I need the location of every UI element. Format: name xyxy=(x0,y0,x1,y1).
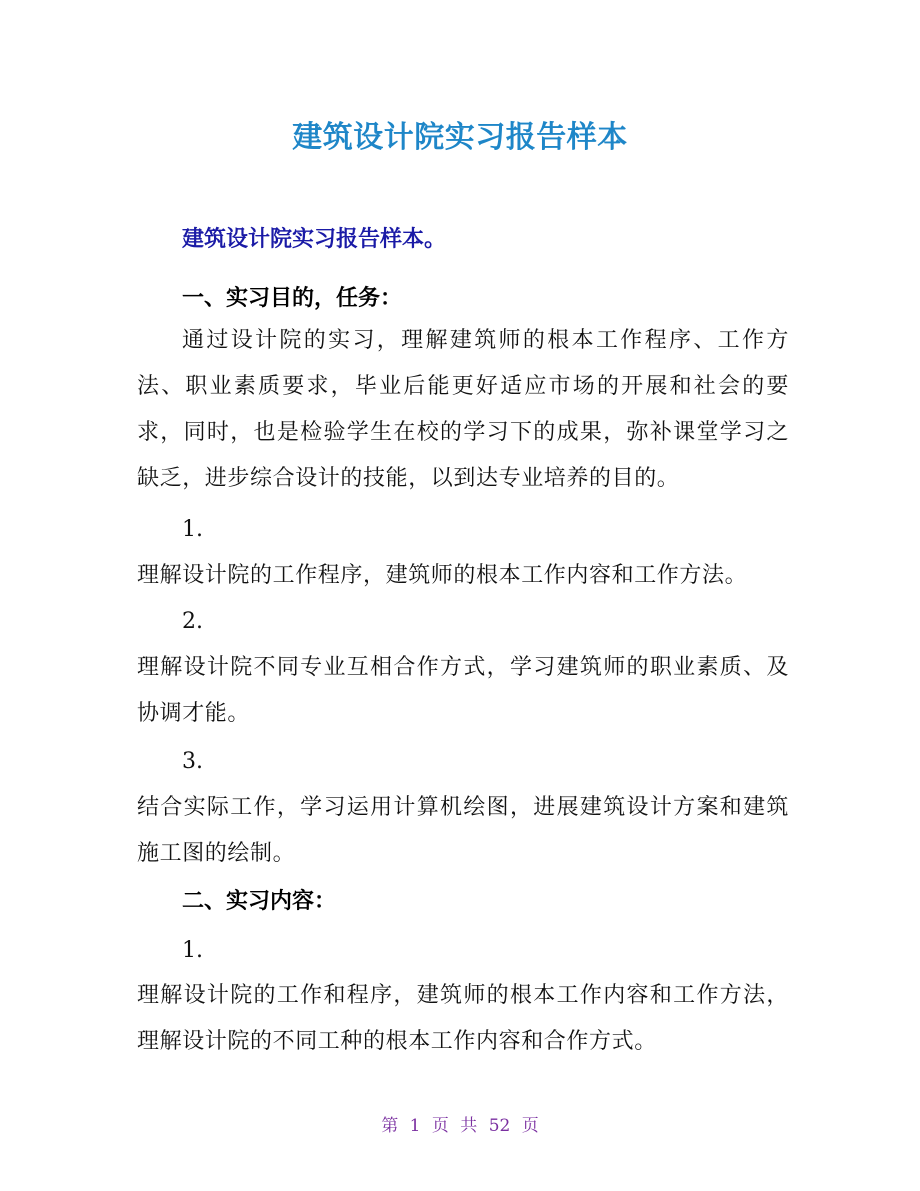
list-number-1: 1. xyxy=(182,517,203,542)
list-item-s2-1-text: 理解设计院的工作和程序，建筑师的根本工作内容和工作方法，理解设计院的不同工种的根本工作内容和合作方式。 xyxy=(137,983,789,1054)
list-item-2-text: 理解设计院不同专业互相合作方式，学习建筑师的职业素质、及协调才能。 xyxy=(137,655,789,726)
page-footer: 第 1 页 共 52 页 xyxy=(381,1116,539,1136)
document-subtitle: 建筑设计院实习报告样本。 xyxy=(182,227,447,252)
paragraph-intro: 通过设计院的实习，理解建筑师的根本工作程序、工作方法、职业素质要求，毕业后能更好适应市场的开展和社会的要求，同时，也是检验学生在校的学习下的成果，弥补课堂学习之缺乏，进步综合设计的技能，以到达专业培养的目的。 xyxy=(137,328,789,491)
section-heading-purpose: 一、实习目的，任务： xyxy=(182,286,403,311)
list-item-1-text: 理解设计院的工作程序，建筑师的根本工作内容和工作方法。 xyxy=(137,563,748,588)
list-number-s2-1: 1. xyxy=(182,938,203,963)
section-heading-content: 二、实习内容： xyxy=(182,889,337,914)
document-title: 建筑设计院实习报告样本 xyxy=(292,120,628,155)
list-number-3: 3. xyxy=(182,749,203,774)
list-item-3-text: 结合实际工作，学习运用计算机绘图，进展建筑设计方案和建筑施工图的绘制。 xyxy=(137,795,789,866)
list-number-2: 2. xyxy=(182,609,203,634)
